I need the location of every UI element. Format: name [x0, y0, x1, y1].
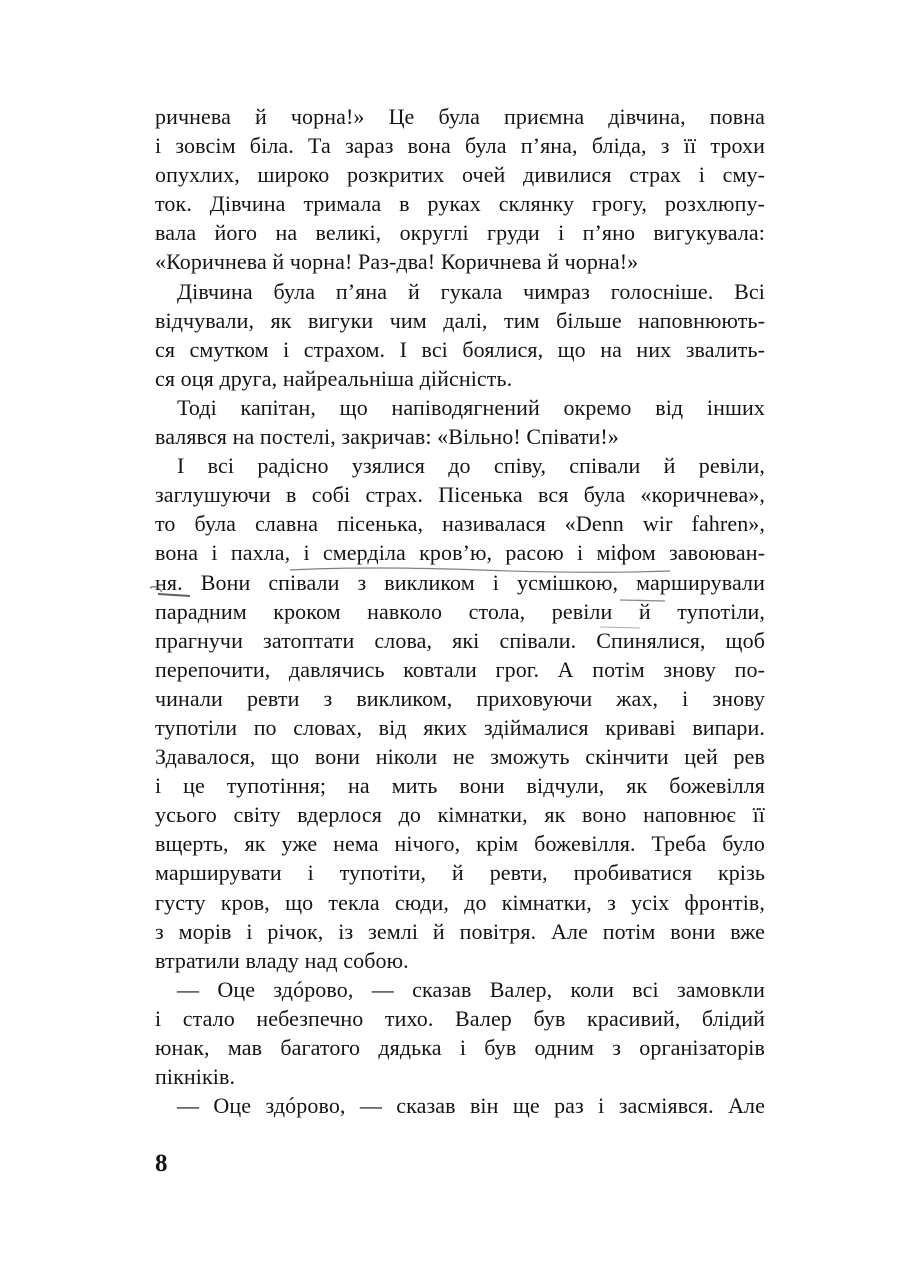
text-line: — Оце здóрово, — сказав він ще раз і засміявся. Але — [177, 1093, 765, 1119]
text-line: чинали ревти з викликом, приховуючи жах, і знову — [155, 685, 765, 711]
text-line: Здавалося, що вони ніколи не зможуть скінчити цей рев — [155, 744, 765, 770]
text-line: вона і пахла, і смерділа кров’ю, расою і міфом завоюван- — [155, 540, 765, 566]
text-line: «Коричнева й чорна! Раз-два! Коричнева й чорна!» — [155, 249, 639, 275]
text-line: густу кров, що текла сюди, до кімнатки, з усіх фронтів, — [155, 889, 765, 915]
text-line: вала його на великі, округлі груди і п’яно вигукувала: — [155, 220, 765, 246]
text-line: ричнева й чорна!» Це була приємна дівчина, повна — [155, 104, 765, 129]
text-line: ня. Вони співали з викликом і усмішкою, марширували — [155, 569, 765, 595]
text-line: І всі радісно узялися до співу, співали й ревіли, — [177, 453, 765, 479]
text-line: усього світу вдерлося до кімнатки, як воно наповнює її — [155, 802, 765, 828]
text-line: і стало небезпечно тихо. Валер був красивий, блідий — [155, 1005, 765, 1031]
text-line: ся смутком і страхом. І всі боялися, що на них звалить- — [155, 336, 765, 362]
text-line: ток. Дівчина тримала в руках склянку грогу, розхлюпу- — [155, 191, 765, 217]
text-line: Тоді капітан, що напіводягнений окремо від інших — [177, 394, 765, 420]
text-line: пікніків. — [155, 1064, 236, 1090]
text-line: відчували, як вигуки чим далі, тим більше наповнюють- — [155, 307, 765, 333]
text-line: прагнучи затоптати слова, які співали. Спинялися, щоб — [155, 627, 765, 653]
text-line: Дівчина була п’яна й гукала чимраз голосніше. Всі — [177, 278, 765, 304]
text-line: валявся на постелі, закричав: «Вільно! Співати!» — [155, 424, 619, 450]
text-line: юнак, мав багатого дядька і був одним з організаторів — [155, 1035, 765, 1060]
text-line: і зовсім біла. Та зараз вона була п’яна, бліда, з її трохи — [155, 133, 765, 159]
text-line: заглушуючи в собі страх. Пісенька вся була «коричнева», — [155, 482, 765, 508]
page-number: 8 — [155, 1150, 168, 1177]
text-line: парадним кроком навколо стола, ревіли й тупотіли, — [155, 598, 765, 624]
text-line: то була славна пісенька, називалася «Denn wir fahren», — [155, 511, 765, 537]
text-line: тупотіли по словах, від яких здіймалися криваві випари. — [155, 714, 765, 740]
text-line: ся оця друга, найреальніша дійсність. — [155, 365, 513, 391]
text-line: марширувати і тупотіти, й ревти, пробиватися крізь — [155, 860, 765, 886]
text-line: і це тупотіння; на мить вони відчули, як божевілля — [155, 773, 765, 799]
text-line: опухлих, широко розкритих очей дивилися страх і сму- — [155, 162, 765, 188]
text-line: з морів і річок, із землі й повітря. Але потім вони вже — [155, 918, 765, 944]
text-line: — Оце здóрово, — сказав Валер, коли всі замовкли — [177, 976, 765, 1002]
body-text — [155, 102, 765, 1120]
text-line: вщерть, як уже нема нічого, крім божевілля. Треба було — [155, 831, 765, 857]
text-line: втратили владу над собою. — [155, 947, 409, 973]
text-line: перепочити, давлячись ковтали грог. А потім знову по- — [155, 656, 765, 682]
